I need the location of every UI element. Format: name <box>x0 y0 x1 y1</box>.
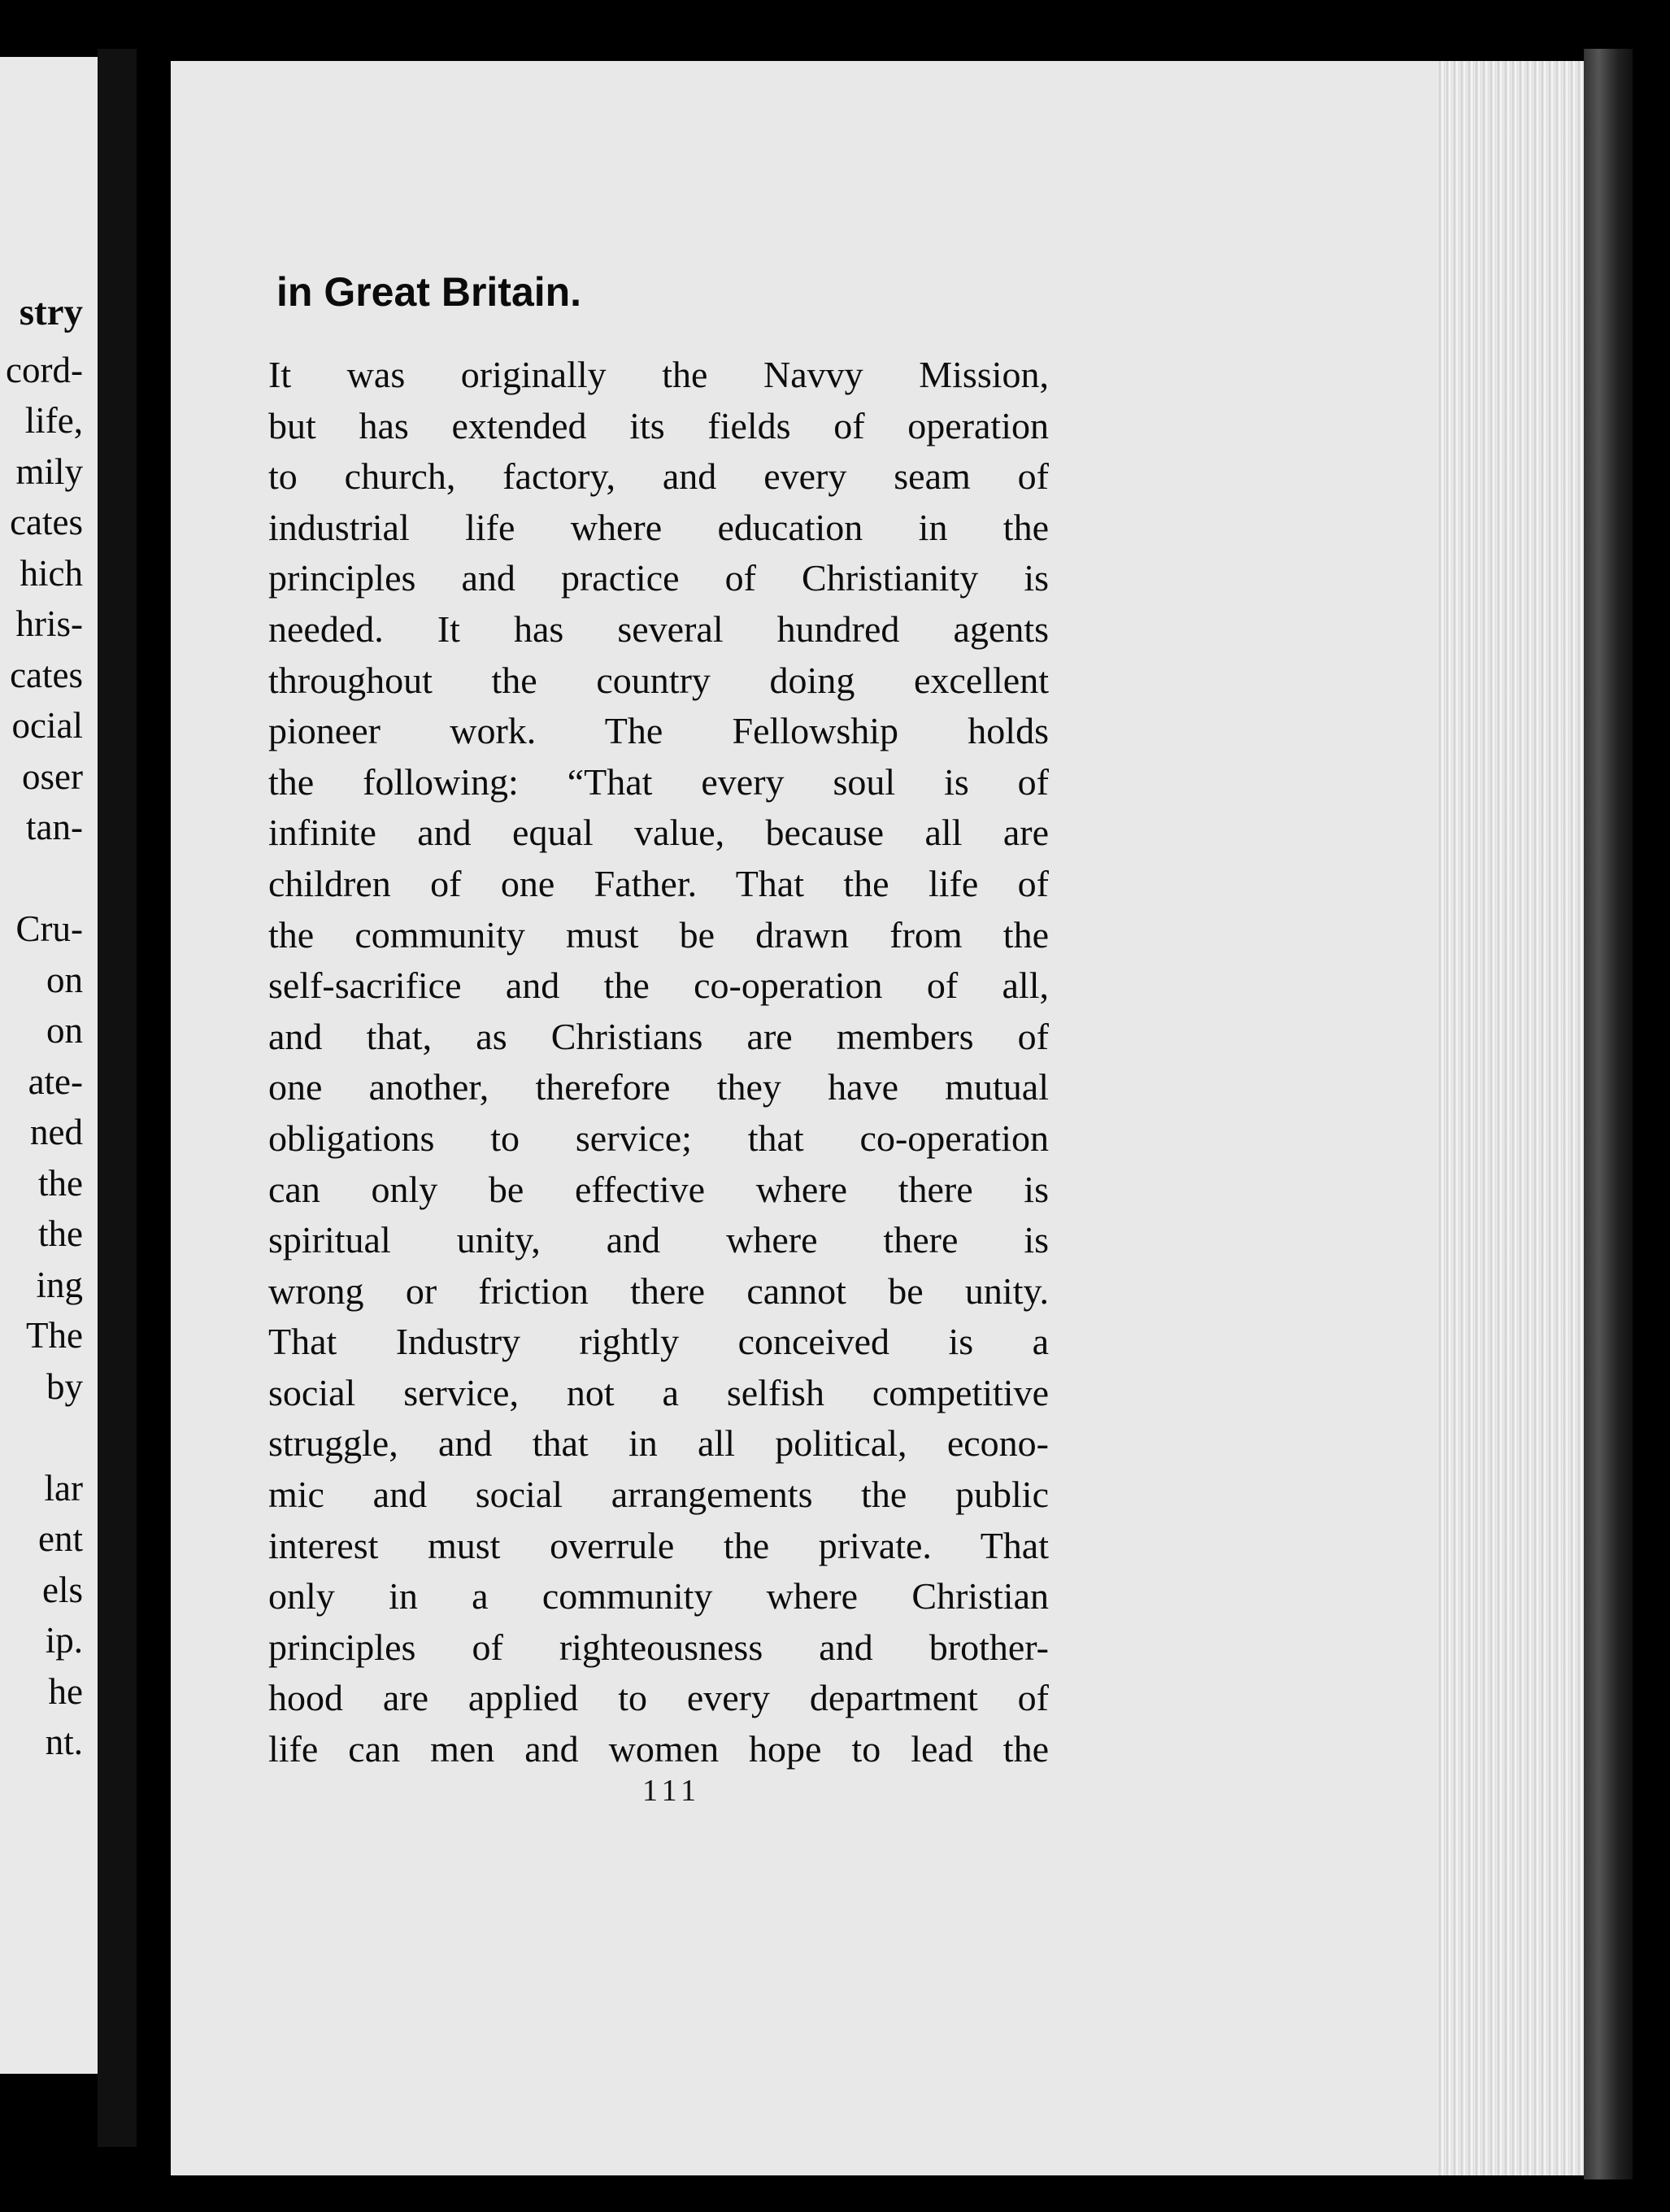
text-line: industrial life where education in the <box>268 506 1049 548</box>
text-line: but has extended its fields of operation <box>268 404 1049 446</box>
text-line: struggle, and that in all political, econo- <box>268 1422 1049 1465</box>
text-line: It was originally the Navvy Mission, <box>268 354 1049 395</box>
left-line: nt. <box>45 1722 83 1762</box>
text-line: life can men and women hope to lead the <box>268 1728 1049 1770</box>
left-page-text <box>0 287 83 1768</box>
text-line: one another, therefore they have mutual <box>268 1066 1049 1108</box>
page-number: 111 <box>642 1774 702 1808</box>
left-line: life, <box>24 400 83 441</box>
text-line: the community must be drawn from the <box>268 913 1049 956</box>
text-line: can only be effective where there is <box>268 1168 1049 1210</box>
left-line: Cru- <box>15 908 83 949</box>
text-line: throughout the country doing excellent <box>268 659 1049 701</box>
left-line: ip. <box>45 1620 83 1661</box>
text-line: wrong or friction there cannot be unity. <box>268 1269 1049 1312</box>
left-line: the <box>38 1162 83 1204</box>
left-line: ent <box>38 1518 83 1559</box>
text-line: pioneer work. The Fellowship holds <box>268 710 1049 752</box>
text-line: principles and practice of Christianity is <box>268 557 1049 599</box>
left-line: oser <box>22 755 83 797</box>
left-line: the <box>38 1213 83 1254</box>
text-line: children of one Father. That the life of <box>268 862 1049 904</box>
left-line: ate- <box>28 1060 83 1102</box>
left-line: cates <box>10 654 83 695</box>
text-line: mic and social arrangements the public <box>268 1474 1049 1516</box>
book-cover-edge <box>1584 49 1633 2179</box>
running-head: in Great Britain. <box>276 269 582 315</box>
left-line: cord- <box>6 349 83 390</box>
left-paragraph-gap <box>0 853 83 904</box>
text-line: and that, as Christians are members of <box>268 1015 1049 1057</box>
left-line: mily <box>15 451 83 492</box>
text-line: only in a community where Christian <box>268 1575 1049 1618</box>
left-line: tan- <box>26 807 83 847</box>
text-line: spiritual unity, and where there is <box>268 1219 1049 1261</box>
left-line: on <box>46 1010 83 1051</box>
text-line: interest must overrule the private. That <box>268 1524 1049 1566</box>
text-line: self-sacrifice and the co-operation of all, <box>268 964 1049 1007</box>
left-line: ocial <box>11 705 83 746</box>
left-line: by <box>46 1365 83 1407</box>
text-line: needed. It has several hundred agents <box>268 607 1049 650</box>
left-line: on <box>46 959 83 1000</box>
left-line: cates <box>10 502 83 542</box>
left-line: hris- <box>15 603 83 644</box>
left-line: ing <box>36 1264 83 1305</box>
left-line: The <box>26 1315 83 1356</box>
body-text <box>268 350 1049 1775</box>
text-line: social service, not a selfish competitive <box>268 1371 1049 1413</box>
left-line: hich <box>20 552 83 594</box>
text-line: hood are applied to every department of <box>268 1677 1049 1719</box>
text-line: That Industry rightly conceived is a <box>268 1321 1049 1363</box>
text-line: obligations to service; that co-operation <box>268 1117 1049 1159</box>
left-line: ned <box>30 1112 83 1152</box>
left-line: lar <box>44 1467 83 1509</box>
left-line: els <box>42 1569 83 1610</box>
text-line: the following: “That every soul is of <box>268 760 1049 803</box>
text-line: principles of righteousness and brother- <box>268 1626 1049 1668</box>
gutter-shadow <box>98 49 137 2147</box>
left-running-head: stry <box>19 291 83 333</box>
text-line: infinite and equal value, because all are <box>268 812 1049 854</box>
left-line: he <box>48 1670 83 1712</box>
page-edges <box>1437 61 1584 2175</box>
text-line: to church, factory, and every seam of <box>268 455 1049 498</box>
left-paragraph-gap <box>0 1412 83 1463</box>
